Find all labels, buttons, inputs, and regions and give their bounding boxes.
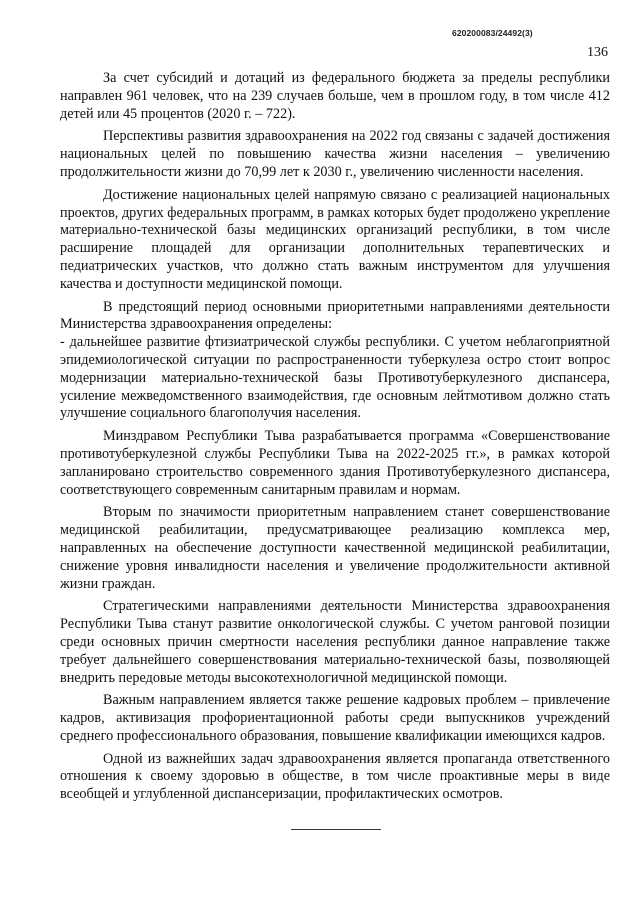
paragraph-health-promotion: Одной из важнейших задач здравоохранения является пропаганда ответственного отношения к своему здоровью в обществе, в том числе проактивные меры в виде всеобщей и углубленной диспансеризации, профилактических осмотров. [60, 750, 610, 803]
document-body [60, 70, 610, 809]
paragraph-oncology-service: Стратегическими направлениями деятельности Министерства здравоохранения Республики Тыва станут развитие онкологической службы. С учетом ранговой позиции среди основных причин смертности населения республики данное направление также требует дальнейшего совершенствования материально-технической базы, позволяющей внедрить передовые методы высокотехнологичной медицинской помощи. [60, 598, 610, 686]
paragraph-staffing: Важным направлением является также решение кадровых проблем – привлечение кадров, активизация профориентационной работы среди выпускников учреждений среднего профессионального образования, повышение квалификации имеющихся кадров. [60, 692, 610, 744]
document-id: 620200083/24492(3) [452, 28, 533, 38]
page-number: 136 [587, 45, 608, 60]
paragraph-tb-program: Минздравом Республики Тыва разрабатывается программа «Совершенствование противотуберкулезной службы Республики Тыва на 2022-2025 гг.», в рамках которой запланировано строительство современного здания Противотуберкулезного диспансера, соответствующего современным санитарным правилам и нормам. [60, 428, 610, 498]
paragraph-prospects-2022: Перспективы развития здравоохранения на 2022 год связаны с задачей достижения национальных целей по повышению качества жизни населения – увеличению продолжительности жизни до 70,99 лет к 2030 г., увеличению численности населения. [60, 128, 610, 180]
paragraph-medical-rehabilitation: Вторым по значимости приоритетным направлением станет совершенствование медицинской реабилитации, предусматривающее реализацию комплекса мер, направленных на обеспечение доступности качественной медицинской реабилитации, снижение уровня инвалидности населения и увеличение продолжительности активной жизни граждан. [60, 504, 610, 592]
paragraph-subsidies: За счет субсидий и дотаций из федерального бюджета за пределы республики направлен 961 человек, что на 239 случаев больше, чем в прошлом году, в том числе 412 детей или 45 процентов (2020 г. – 722). [60, 70, 610, 122]
footer-divider [291, 829, 381, 830]
paragraph-priority-directions: В предстоящий период основными приоритетными направлениями деятельности Министерства здравоохранения определены: [60, 298, 610, 333]
paragraph-national-goals: Достижение национальных целей напрямую связано с реализацией национальных проектов, других федеральных программ, в рамках которых будет продолжено укрепление материально-технической базы медицинских организаций республики, в том числе расширение площадей для организации дополнительных терапевтических и педиатрических участков, что должно стать важным инструментом для улучшения качества и доступности медицинской помощи. [60, 186, 610, 292]
paragraph-phthisiology-service: - дальнейшее развитие фтизиатрической службы республики. С учетом неблагоприятной эпидемиологической ситуации по распространенности туберкулеза остро стоит вопрос модернизации материально-технической базы Противотуберкулезного диспансера, усиление межведомственного взаимодействия, где основным лейтмотивом должно стать улучшение социального благополучия населения. [60, 334, 610, 422]
